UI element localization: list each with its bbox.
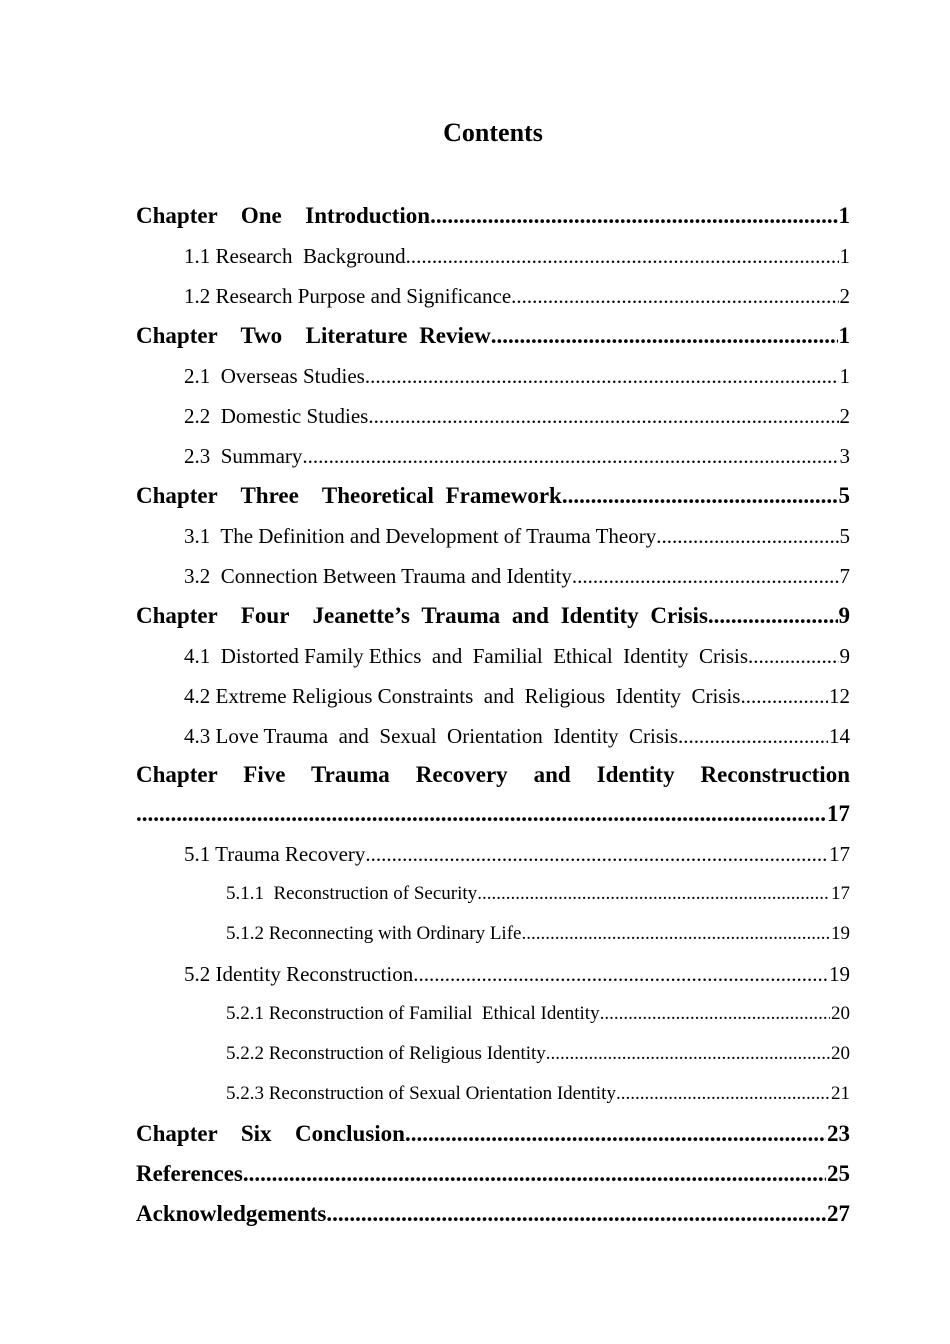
toc-page-number: 9 [839, 644, 850, 668]
toc-entry-section[interactable] [136, 954, 850, 994]
dot-leader [678, 716, 828, 756]
toc-page-number: 17 [831, 883, 850, 904]
dot-leader [430, 196, 837, 236]
toc-entry-label: Chapter Three Theoretical Framework [136, 483, 562, 508]
toc-entry-label: 5.2.1 Reconstruction of Familial Ethical Identity [226, 1003, 600, 1024]
toc-entry-label: Acknowledgements [136, 1201, 327, 1226]
toc-page-number: 23 [827, 1121, 850, 1146]
toc-entry-label: 5.1 Trauma Recovery [184, 842, 366, 866]
dot-leader [616, 1074, 830, 1114]
dot-leader [600, 994, 830, 1034]
toc-page-number: 17 [829, 842, 850, 866]
toc-entry-chapter-heading[interactable] [136, 756, 850, 794]
dot-leader [302, 436, 838, 476]
toc-page-number: 2 [839, 284, 850, 308]
toc-entry-section[interactable] [136, 396, 850, 436]
toc-page-number: 1 [838, 323, 850, 348]
toc-entry-label: 1.2 Research Purpose and Significance [184, 284, 512, 308]
toc-entry-section[interactable] [136, 276, 850, 316]
toc-entry-section[interactable] [136, 236, 850, 276]
dot-leader [413, 954, 828, 994]
toc-entry-section[interactable] [136, 636, 850, 676]
toc-entry-label: 2.2 Domestic Studies [184, 404, 369, 428]
toc-page-number: 19 [831, 923, 850, 944]
dot-leader [243, 1154, 826, 1194]
toc-entry-section[interactable] [136, 716, 850, 756]
toc-entry-section[interactable] [136, 436, 850, 476]
toc-entry-section[interactable] [136, 516, 850, 556]
toc-entry-section[interactable] [136, 834, 850, 874]
toc-page-number: 21 [831, 1083, 850, 1104]
toc-page-number: 5 [839, 524, 850, 548]
toc-entry-label: 5.1.2 Reconnecting with Ordinary Life [226, 923, 522, 944]
dot-leader [326, 1194, 826, 1234]
toc-entry-chapter[interactable] [136, 596, 850, 636]
toc-entry-label: Chapter Five Trauma Recovery and Identity Reconstruction [136, 762, 850, 787]
dot-leader [365, 834, 828, 874]
dot-leader [546, 1034, 830, 1074]
toc-entry-label: 5.2 Identity Reconstruction [184, 962, 414, 986]
toc-entry-label: Chapter One Introduction [136, 203, 431, 228]
toc-entry-chapter[interactable] [136, 1114, 850, 1154]
dot-leader [365, 356, 839, 396]
toc-entry-label: Chapter Two Literature Review [136, 323, 491, 348]
dot-leader [405, 1114, 826, 1154]
toc-entry-label: 3.2 Connection Between Trauma and Identity [184, 564, 572, 588]
toc-entry-chapter[interactable] [136, 476, 850, 516]
toc-entry-label: 3.1 The Definition and Development of Trauma Theory [184, 524, 657, 548]
toc-entry-label: 2.3 Summary [184, 444, 303, 468]
toc-page-number: 1 [838, 203, 850, 228]
page-title: Contents [443, 118, 543, 147]
dot-leader [562, 476, 838, 516]
toc-page-number: 20 [831, 1003, 850, 1024]
dot-leader [491, 316, 838, 356]
toc-entry-label: 4.2 Extreme Religious Constraints and Religious Identity Crisis [184, 684, 741, 708]
toc-page-number: 17 [827, 801, 850, 826]
dot-leader [477, 874, 830, 914]
toc-page-number: 1 [839, 364, 850, 388]
toc-entry-chapter[interactable] [136, 316, 850, 356]
toc-entry-chapter[interactable] [136, 1154, 850, 1194]
dot-leader [708, 596, 838, 636]
toc-entry-subsection[interactable] [136, 874, 850, 914]
dot-leader [511, 276, 838, 316]
toc-entry-section[interactable] [136, 356, 850, 396]
toc-entry-subsection[interactable] [136, 1034, 850, 1074]
toc-entry-section[interactable] [136, 556, 850, 596]
toc-entry-subsection[interactable] [136, 994, 850, 1034]
toc-page-number: 9 [838, 603, 850, 628]
toc-entry-label: 4.1 Distorted Family Ethics and Familial Ethical Identity Crisis [184, 644, 749, 668]
toc-page-number: 1 [839, 244, 850, 268]
dot-leader [136, 794, 826, 834]
toc-entry-label: Chapter Four Jeanette’s Trauma and Identity Crisis [136, 603, 708, 628]
dot-leader [748, 636, 838, 676]
toc-entry-leader-line[interactable] [136, 794, 850, 834]
toc-entry-label: 4.3 Love Trauma and Sexual Orientation Identity Crisis [184, 724, 679, 748]
dot-leader [740, 676, 828, 716]
dot-leader [572, 556, 839, 596]
toc-page-number: 25 [827, 1161, 850, 1186]
toc-entry-label: 5.2.3 Reconstruction of Sexual Orientation Identity [226, 1083, 616, 1104]
toc-page-number: 19 [829, 962, 850, 986]
toc-entry-subsection[interactable] [136, 914, 850, 954]
toc-page-number: 3 [839, 444, 850, 468]
dot-leader [406, 236, 839, 276]
dot-leader [521, 914, 830, 954]
toc-entry-label: References [136, 1161, 243, 1186]
toc-entry-label: 1.1 Research Background [184, 244, 406, 268]
toc-entry-chapter[interactable] [136, 196, 850, 236]
toc-page-number: 2 [839, 404, 850, 428]
toc-entry-label: 5.1.1 Reconstruction of Security [226, 883, 478, 904]
toc-page-number: 7 [839, 564, 850, 588]
toc-page-number: 20 [831, 1043, 850, 1064]
toc-entry-label: 5.2.2 Reconstruction of Religious Identity [226, 1043, 546, 1064]
toc-page-number: 12 [829, 684, 850, 708]
toc-page-number: 5 [838, 483, 850, 508]
dot-leader [656, 516, 838, 556]
dot-leader [368, 396, 838, 436]
toc-entry-chapter[interactable] [136, 1194, 850, 1234]
toc-page-number: 14 [829, 724, 850, 748]
toc-entry-label: 2.1 Overseas Studies [184, 364, 365, 388]
table-of-contents [136, 196, 850, 1234]
toc-entry-section[interactable] [136, 676, 850, 716]
toc-page-number: 27 [827, 1201, 850, 1226]
toc-entry-label: Chapter Six Conclusion [136, 1121, 405, 1146]
toc-entry-subsection[interactable] [136, 1074, 850, 1114]
